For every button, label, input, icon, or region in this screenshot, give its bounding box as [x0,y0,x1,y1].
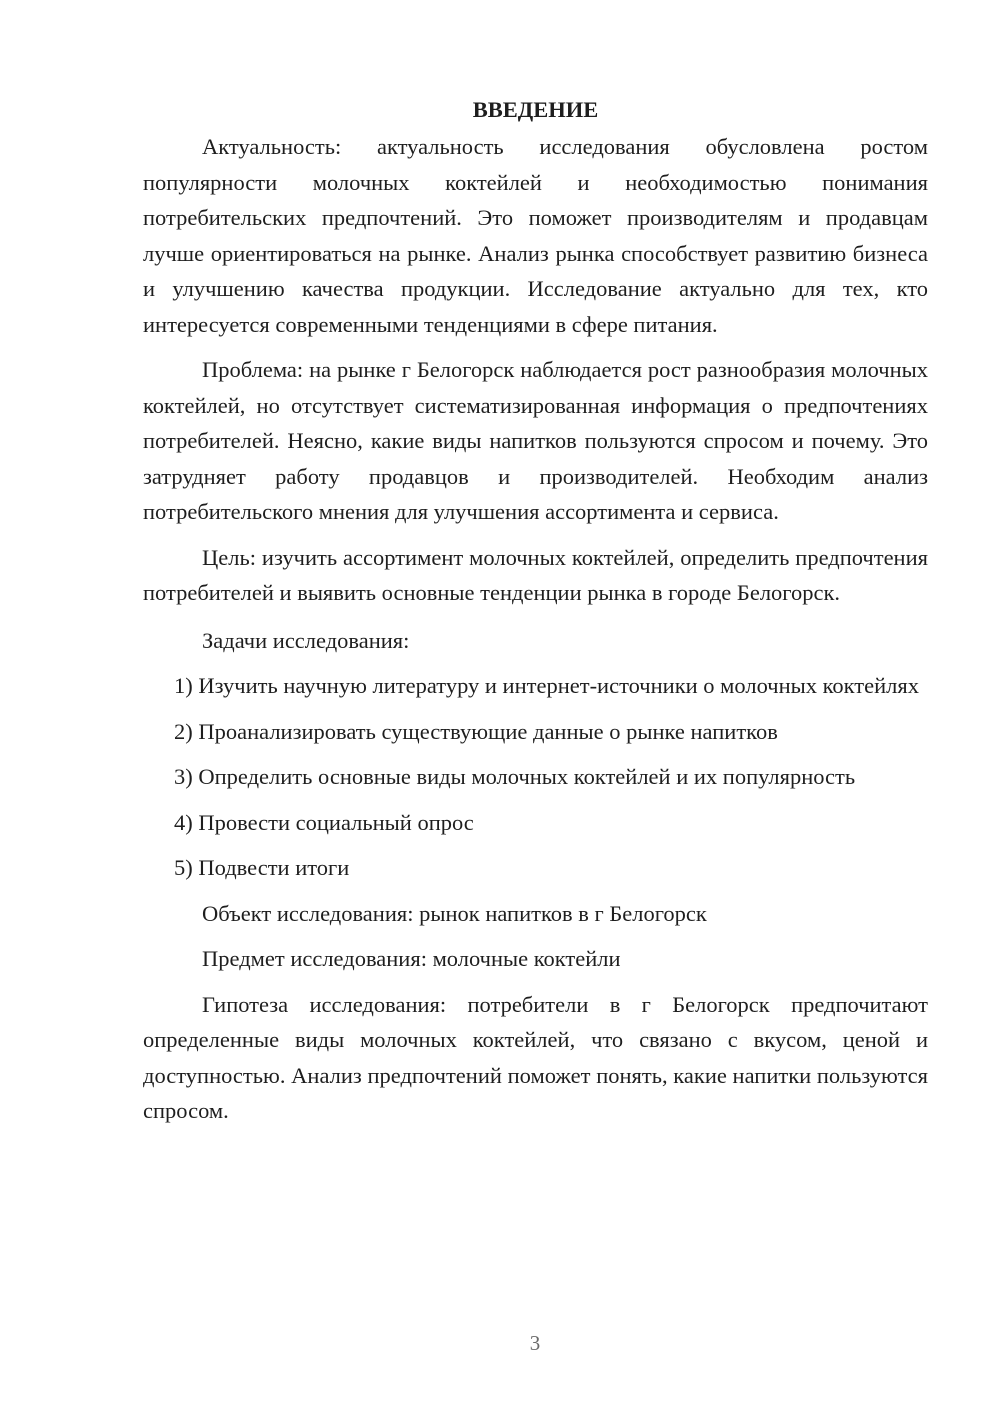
task-item-1: 1) Изучить научную литературу и интернет-источники о молочных коктейлях [174,673,919,698]
research-object: Объект исследования: рынок напитков в г Белогорск [202,900,707,926]
task-item-4: 4) Провести социальный опрос [174,809,474,835]
task-item-3: 3) Определить основные виды молочных коктейлей и их популярность [174,764,856,789]
problem-paragraph: Проблема: на рынке г Белогорск наблюдается рост разнообразия молочных коктейлей, но отсутствует систематизированная информация о предпочтениях потребителей. Неясно, какие виды напитков пользуются спросом и почему. Это затрудняет работу продавцов и производителей. Необходим анализ потребительского мнения для улучшения ассортимента и сервиса. [143,357,928,524]
task-item-5: 5) Подвести итоги [174,855,350,880]
relevance-paragraph: Актуальность: актуальность исследования обусловлена ростом популярности молочных коктейлей и необходимостью понимания потребительских предпочтений. Это поможет производителям и продавцам лучше ориентироваться на рынке. Анализ рынка способствует развитию бизнеса и улучшению качества продукции. Исследование актуально для тех, кто интересуется современными тенденциями в сфере питания. [143,134,928,337]
page-body [143,92,928,1139]
hypothesis-paragraph: Гипотеза исследования: потребители в г Белогорск предпочитают определенные виды молочных коктейлей, что связано с вкусом, ценой и доступностью. Анализ предпочтений поможет понять, какие напитки пользуются спросом. [143,991,928,1123]
goal-paragraph: Цель: изучить ассортимент молочных коктейлей, определить предпочтения потребителей и выявить основные тенденции рынка в городе Белогорск. [143,544,928,605]
page-number: 3 [529,1331,541,1355]
research-subject: Предмет исследования: молочные коктейли [202,946,621,971]
tasks-heading: Задачи исследования: [202,627,410,653]
task-item-2: 2) Проанализировать существующие данные о рынке напитков [174,718,778,744]
page-title: ВВЕДЕНИЕ [472,97,599,122]
